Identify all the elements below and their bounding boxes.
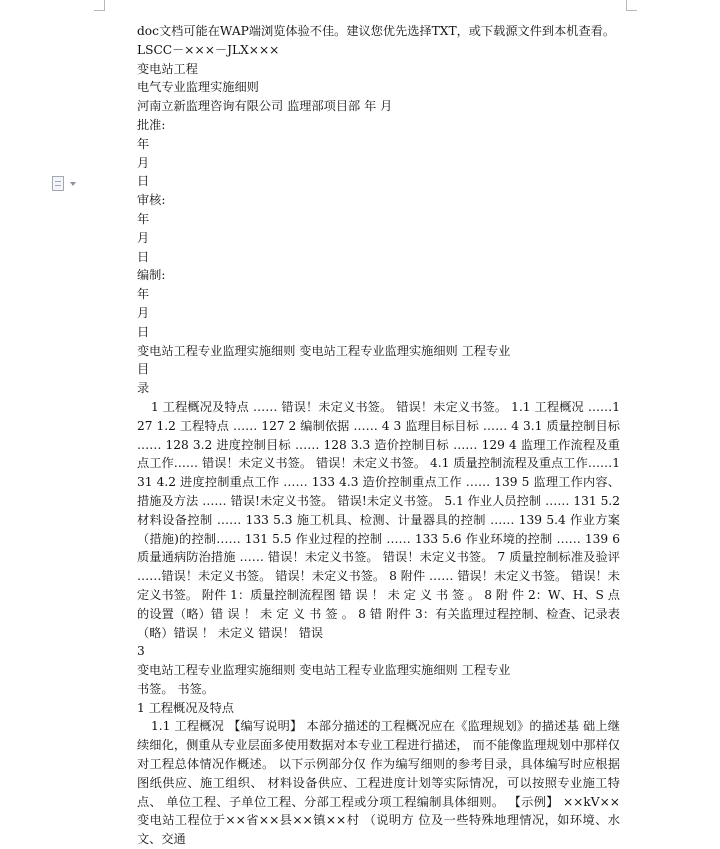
page-corner-mark-left [94,0,105,11]
toc-heading-2: 录 [137,381,150,396]
compile-year: 年 [137,287,150,302]
toc-heading-1: 目 [137,362,150,377]
bookmark-line: 书签。 书签。 [137,681,214,696]
review-year: 年 [137,211,150,226]
document-body [137,22,620,849]
company-line: 河南立新监理咨询有限公司 监理部项目部 年 月 [137,99,393,114]
review-day: 日 [137,249,150,264]
compile-month: 月 [137,305,150,320]
table-of-contents: 1 工程概况及特点 …… 错误！未定义书签。 错误！未定义书签。 1.1 工程概况 ……127 1.2 工程特点 …… 127 2 编制依据 …… 4 3 监理目标目标 …… 4 3.1 质量控制目标 …… 128 3.2 进度控制目标 …… 128 3.3 造价控制目标 …… 129 4 监理工作流程及重点工作…… 错误！未定义书签。 错误！未定义书签。 4.1 质量控制流程及重点工作……131 4.2 进度控制重点工作 …… 133 4.3 造价控制重点工作 …… 139 5 监理工作内容、措施及方法 …… 错误!未定义书签。 错误!未定义书签。 5.1 作业人员控制 …… 131 5.2 材料设备控制 …… 133 5.3 施工机具、检测、计量器具的控制 …… 139 5.4 作业方案（措施)的控制…… 131 5.5 作业过程的控制 …… 133 5.6 作业环境的控制 …… 139 6 质量通病防治措施 …… 错误！未定义书签。 错误！未定义书签。 7 质量控制标准及验评 ……错误！未定义书签。 错误！未定义书签。 8 附件 …… 错误！未定义书签。 错误！未定义书签。 附件 1：质量控制流程图 错 误 ！ 未 定 义 书 签 。 8 附 件 2：W、H、S 点的设置（略）错 误 ！ 未 定 义 书 签 。 8 错 附件 3：有关监理过程控制、检查、记录表（略）错误 ！ 未定义 错误！ 错误 [137,399,620,640]
section-heading: 1 工程概况及特点 [137,700,234,715]
body-paragraph: 1.1 工程概况 【编写说明】 本部分描述的工程概况应在《监理规划》的描述基 础上继续细化，侧重从专业层面多使用数据对本专业工程进行描述， 而不能像监理规划中那样仅对工程总体情况作概述。 以下示例部分仅 作为编写细则的参考目录，具体编写时应根据图纸供应、施工组织、 材料设备供应、工程进度计划等实际情况，可以按照专业施工特点、 单位工程、子单位工程、分部工程或分项工程编制具体细则。 【示例】 ××kV××变电站工程位于××省××县××镇××村 （说明方 位及一些特殊地理情况，如环境、水文、交通 [137,719,620,847]
review-month: 月 [137,230,150,245]
document-icon [52,176,64,191]
page-number: 3 [137,644,145,659]
document-title: 电气专业监理实施细则 [137,80,259,95]
project-title: 变电站工程 [137,61,198,76]
compile-day: 日 [137,324,150,339]
document-code: LSCC－×××－JLX××× [137,42,280,57]
page-corner-mark-right [626,0,637,11]
approve-day: 日 [137,174,150,189]
approve-year: 年 [137,136,150,151]
approve-label: 批准: [137,117,166,132]
approve-month: 月 [137,155,150,170]
running-header-2: 变电站工程专业监理实施细则 变电站工程专业监理实施细则 工程专业 [137,663,511,678]
notice-line: doc文档可能在WAP端浏览体验不佳。建议您优先选择TXT，或下载源文件到本机查看。 [137,24,616,38]
chevron-down-icon [70,182,76,186]
review-label: 审核: [137,193,166,208]
document-outline-toggle[interactable] [52,176,76,191]
compile-label: 编制: [137,268,166,283]
running-header: 变电站工程专业监理实施细则 变电站工程专业监理实施细则 工程专业 [137,343,511,358]
